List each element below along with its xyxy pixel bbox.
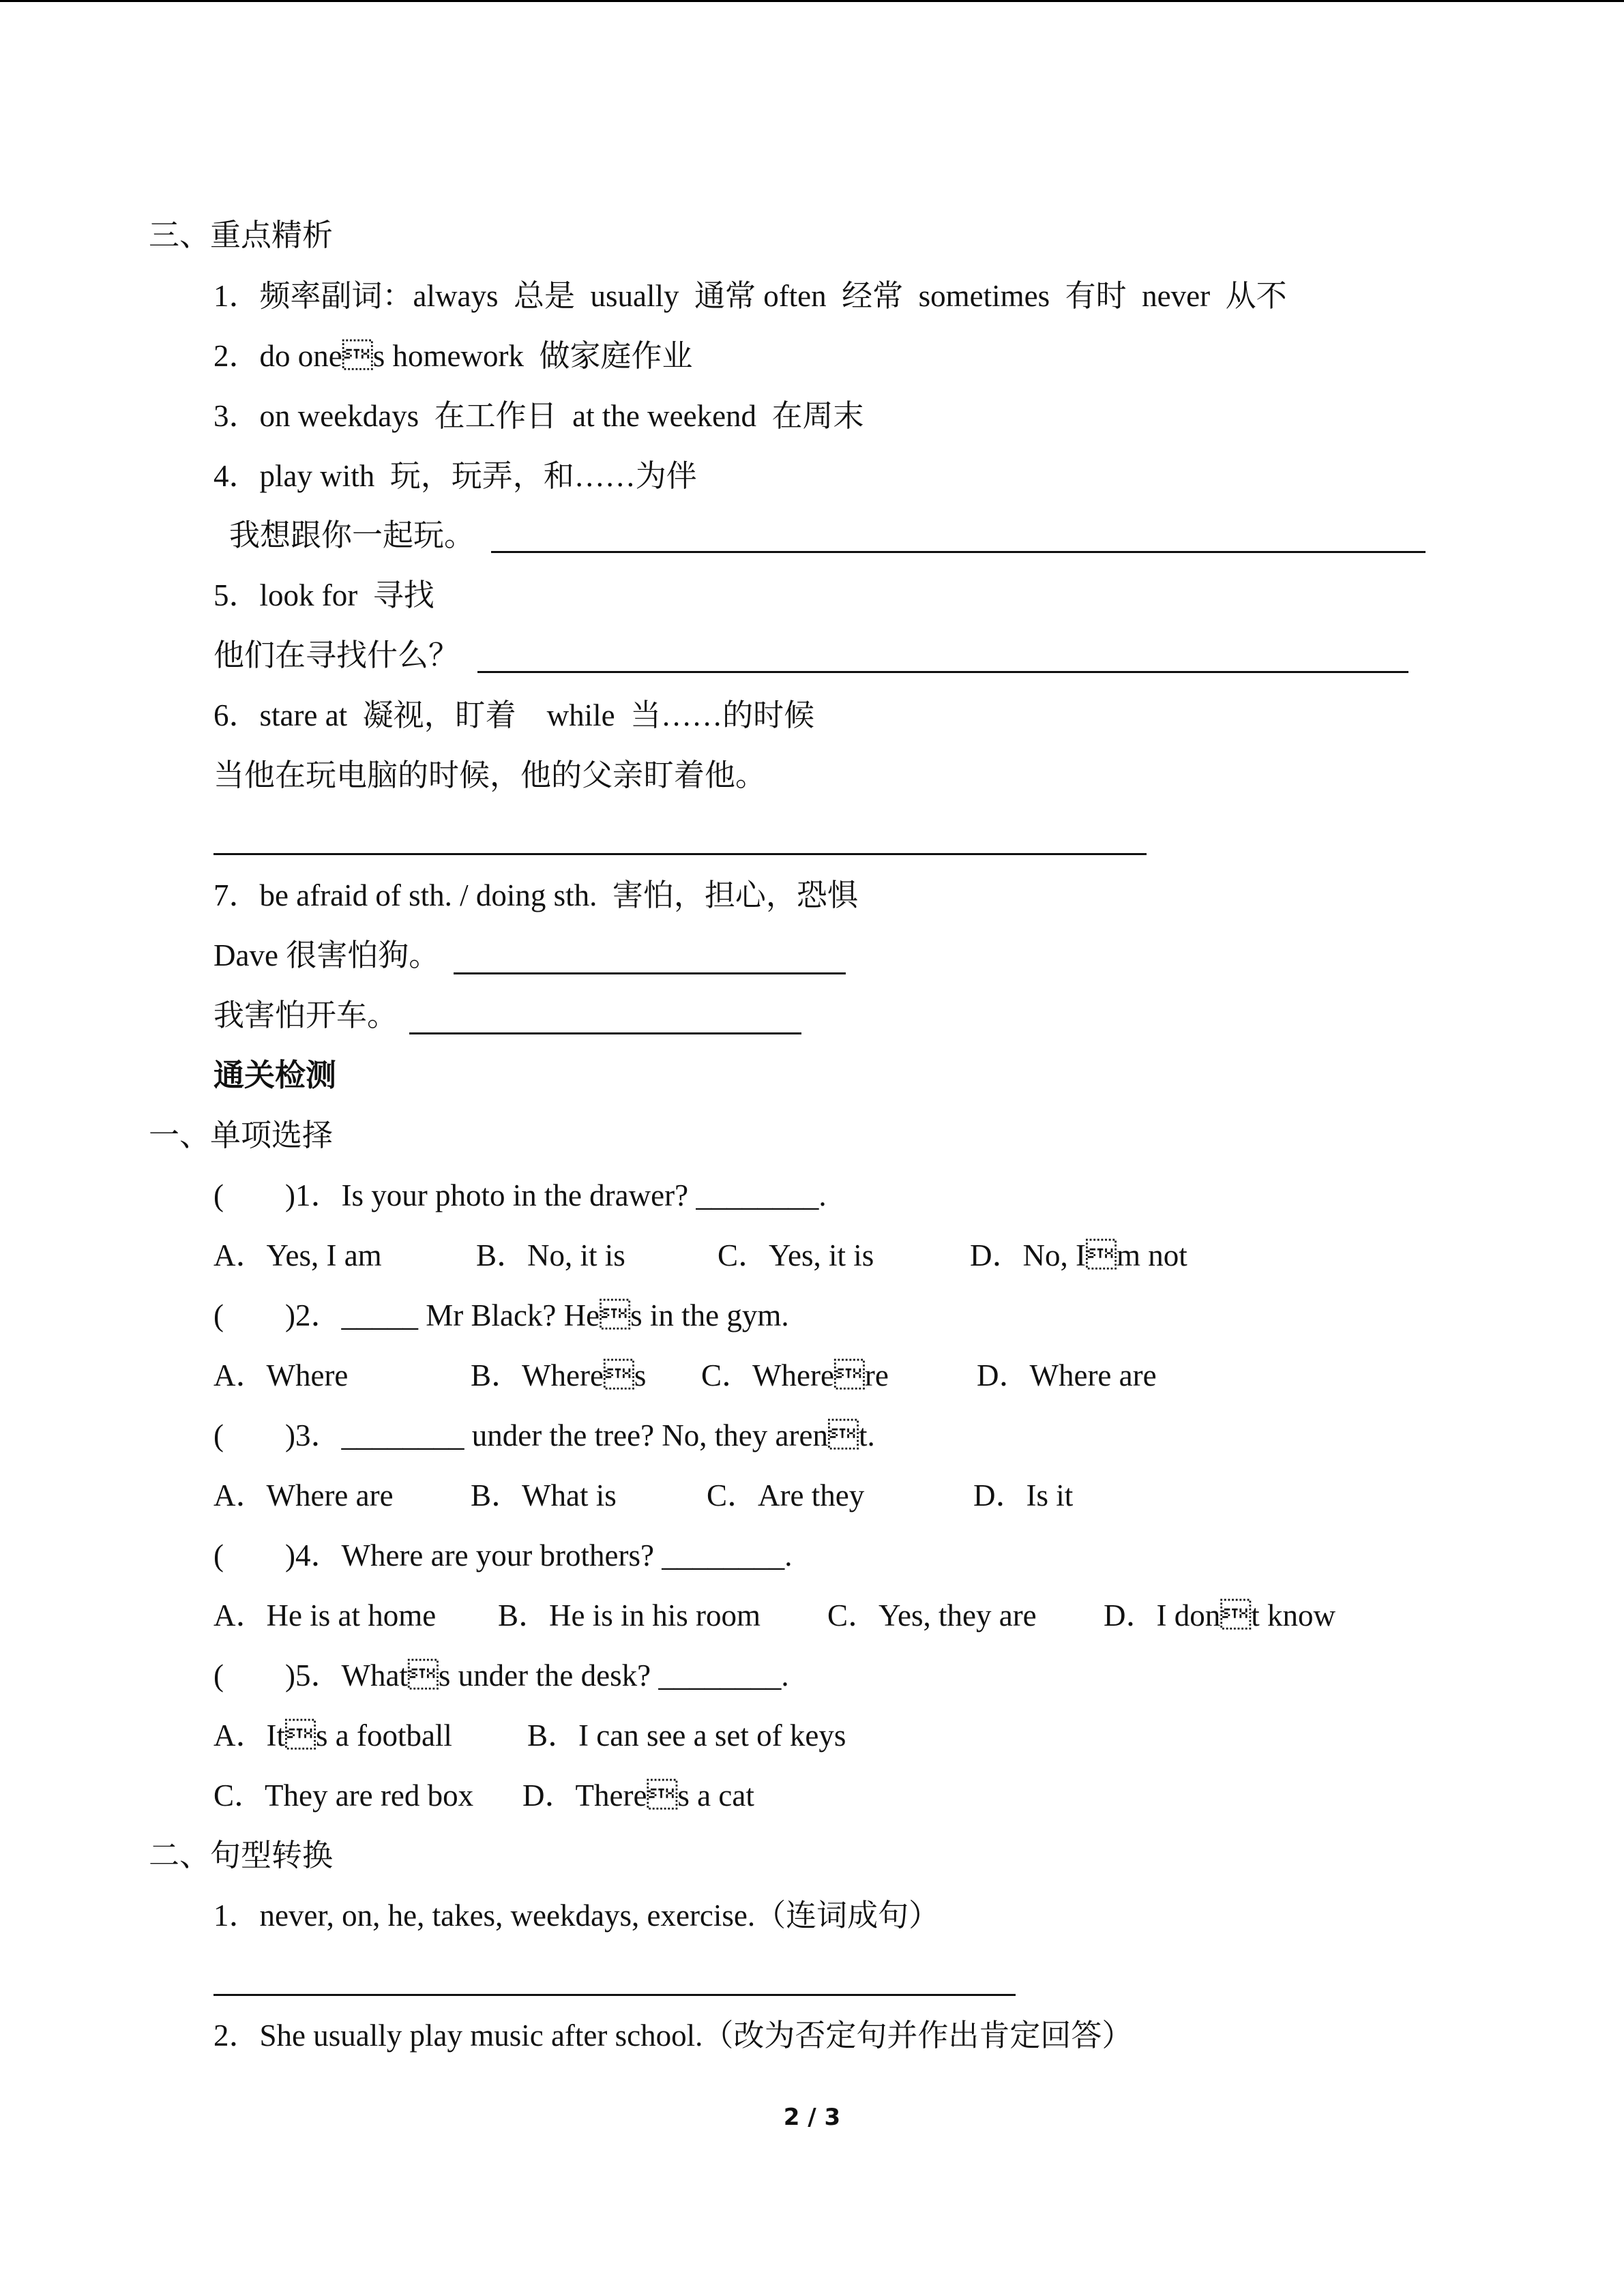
point-2-text: 2．do ones homework 做家庭作业: [213, 339, 693, 373]
mc-q1-option-b[interactable]: B．No, it is: [476, 1238, 625, 1272]
mc-q3-option-c[interactable]: C．Are they: [707, 1478, 865, 1512]
mc-q4-option-d[interactable]: D．I dont know: [1104, 1598, 1335, 1632]
section-heading-key-points: 三、重点精析: [149, 218, 334, 252]
page-number: 2 / 3: [783, 2104, 841, 2131]
mc-q2-option-d[interactable]: D．Where are: [977, 1358, 1157, 1392]
mc-q5-option-b[interactable]: B．I can see a set of keys: [527, 1718, 846, 1753]
mc-question-2: ( )2．_____ Mr Black? Hes in the gym.: [213, 1298, 789, 1332]
mc-q5-option-a[interactable]: A．Its a football: [213, 1718, 452, 1753]
page-top-border: [0, 0, 1624, 2]
mc-q5-option-c[interactable]: C．They are red box: [213, 1778, 474, 1813]
mc-q5-option-d[interactable]: D．Theres a cat: [522, 1778, 754, 1813]
point-7-question-1: Dave 很害怕狗。: [213, 938, 440, 972]
mc-question-1: ( )1．Is your photo in the drawer? ________.: [213, 1178, 827, 1212]
mc-q4-option-a[interactable]: A．He is at home: [213, 1598, 437, 1632]
transform-question-1: 1．never, on, he, takes, weekdays, exercise.（连词成句）: [213, 1898, 940, 1933]
point-1-text: 1．频率副词：always 总是 usually 通常 often 经常 sometimes 有时 never 从不: [213, 279, 1287, 313]
point-4-text: 4．play with 玩，玩弄，和……为伴: [213, 459, 697, 493]
point-6-question: 当他在玩电脑的时候，他的父亲盯着他。: [213, 758, 767, 792]
transform-question-2: 2．She usually play music after school.（改为否定句并作出肯定回答）: [213, 2018, 1133, 2053]
mc-question-4: ( )4．Where are your brothers? ________.: [213, 1538, 793, 1572]
point-6-text: 6．stare at 凝视，盯着 while 当……的时候: [213, 698, 815, 732]
answer-blank-point-5[interactable]: [477, 671, 1408, 673]
mc-q3-option-d[interactable]: D．Is it: [973, 1478, 1074, 1512]
point-3-text: 3．on weekdays 在工作日 at the weekend 在周末: [213, 399, 864, 433]
point-7-text: 7．be afraid of sth. / doing sth. 害怕，担心，恐惧: [213, 878, 858, 912]
mc-q2-option-c[interactable]: C．Wherere: [701, 1358, 889, 1392]
answer-blank-point-7-2[interactable]: [409, 1032, 801, 1034]
mc-q4-option-b[interactable]: B．He is in his room: [498, 1598, 761, 1632]
mc-q4-option-c[interactable]: C．Yes, they are: [827, 1598, 1037, 1632]
test-title: 通关检测: [213, 1058, 337, 1092]
answer-blank-point-4[interactable]: [491, 551, 1426, 553]
point-5-text: 5．look for 寻找: [213, 578, 434, 612]
answer-blank-transform-1[interactable]: [213, 1994, 1016, 1996]
section-heading-multiple-choice: 一、单项选择: [149, 1118, 334, 1152]
mc-q3-option-a[interactable]: A．Where are: [213, 1478, 394, 1512]
mc-q1-option-d[interactable]: D．No, Im not: [970, 1238, 1187, 1272]
point-4-question: 我想跟你一起玩。: [229, 518, 475, 552]
section-heading-sentence-transformation: 二、句型转换: [149, 1838, 334, 1873]
answer-blank-point-7-1[interactable]: [454, 972, 846, 974]
mc-q1-option-a[interactable]: A．Yes, I am: [213, 1238, 382, 1272]
mc-q1-option-c[interactable]: C．Yes, it is: [718, 1238, 874, 1272]
point-5-question: 他们在寻找什么？: [213, 638, 460, 672]
mc-question-5: ( )5．Whats under the desk? ________.: [213, 1658, 789, 1693]
mc-q2-option-b[interactable]: B．Wheres: [471, 1358, 647, 1392]
point-7-question-2: 我害怕开车。: [213, 998, 398, 1032]
mc-q3-option-b[interactable]: B．What is: [471, 1478, 617, 1512]
mc-q2-option-a[interactable]: A．Where: [213, 1358, 349, 1392]
mc-question-3: ( )3．________ under the tree? No, they arent.: [213, 1418, 875, 1452]
answer-blank-point-6[interactable]: [213, 853, 1147, 855]
